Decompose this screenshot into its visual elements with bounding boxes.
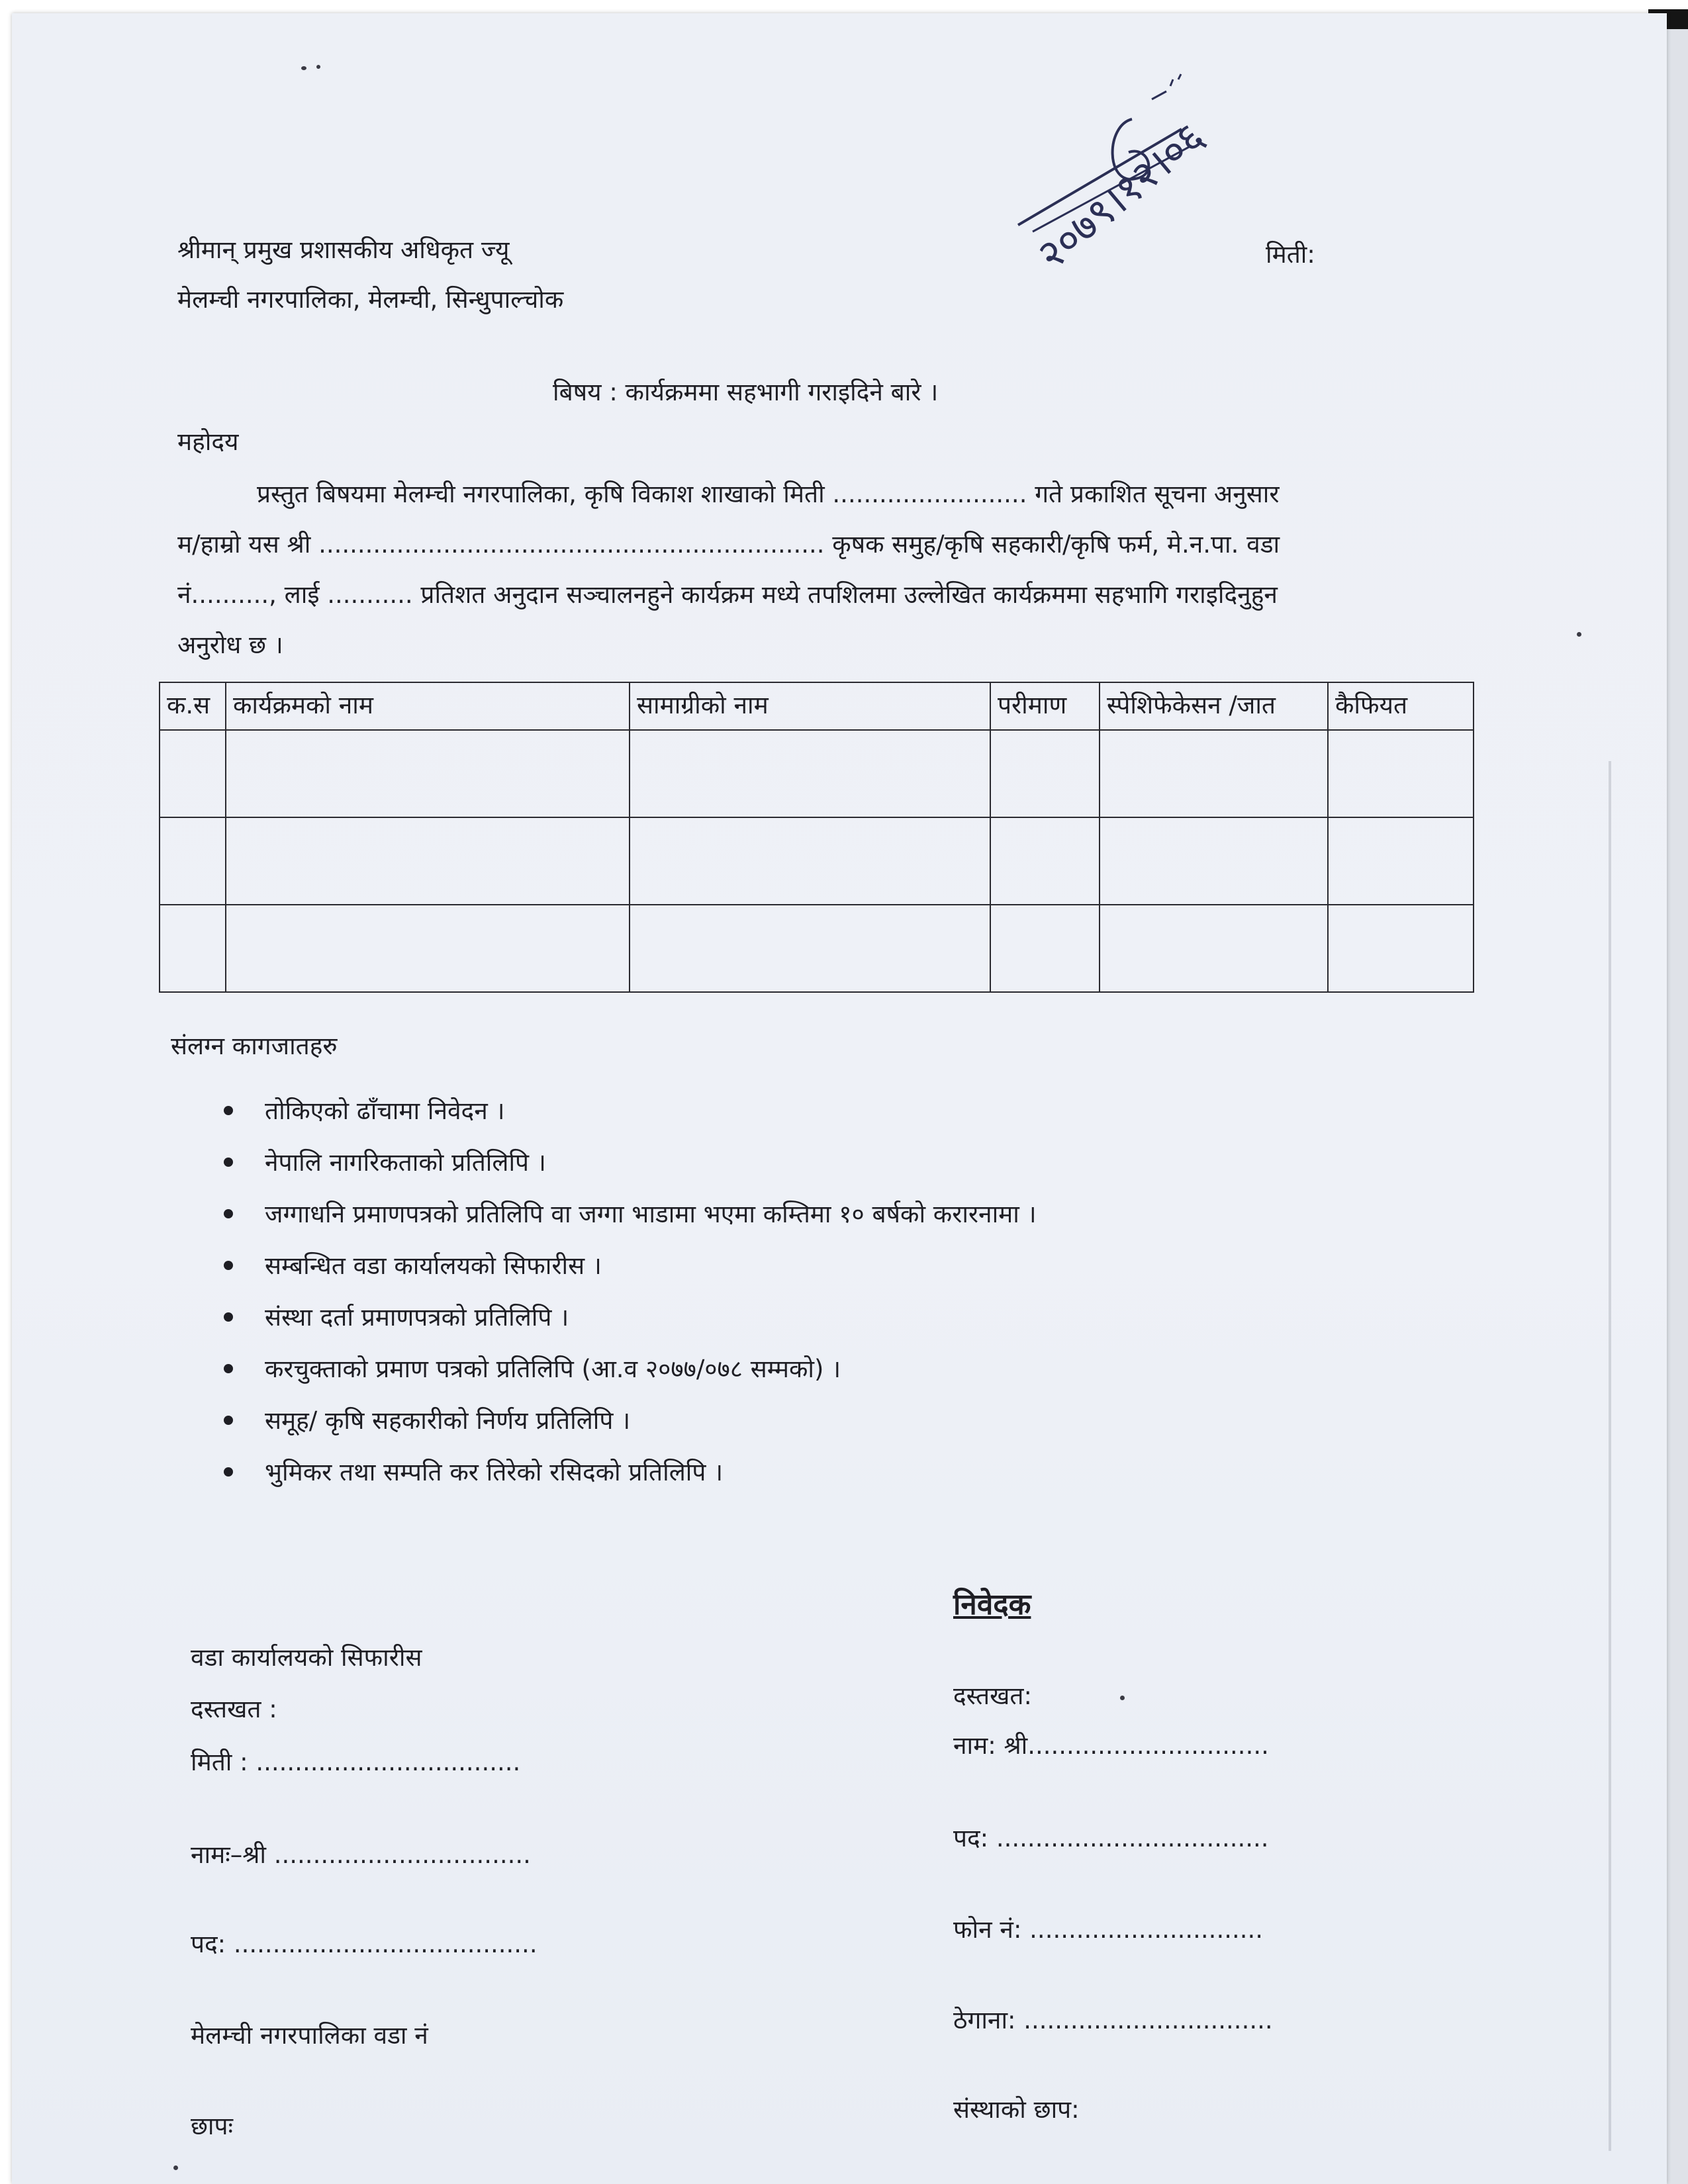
list-item: संस्था दर्ता प्रमाणपत्रको प्रतिलिपि । — [218, 1292, 1037, 1343]
table-cell[interactable] — [1328, 817, 1474, 905]
handwritten-signature-mark — [993, 46, 1297, 298]
addressee-line1: श्रीमान् प्रमुख प्रशासकीय अधिकृत ज्यू — [177, 236, 510, 264]
table-cell[interactable] — [1328, 730, 1474, 817]
scan-speck — [1120, 1696, 1125, 1700]
body-line-4: अनुरोध छ । — [177, 631, 283, 659]
scan-speck — [1577, 632, 1581, 637]
table-cell[interactable] — [990, 817, 1100, 905]
bullet-icon — [224, 1158, 233, 1167]
table-cell[interactable] — [990, 905, 1100, 992]
table-cell[interactable] — [630, 730, 990, 817]
list-item: भुमिकर तथा सम्पति कर तिरेको रसिदको प्रतिलिपि । — [218, 1447, 1037, 1498]
body-line-1: प्रस्तुत बिषयमा मेलम्ची नगरपालिका, कृषि विकाश शाखाको मिती ......................... गते प्रकाशित सूचना अनुसार — [257, 480, 1280, 508]
ward-stamp-field[interactable]: छापः — [191, 2112, 234, 2140]
bullet-icon — [224, 1467, 233, 1477]
table-row — [160, 817, 1474, 905]
table-row — [160, 730, 1474, 817]
col-remarks: कैफियत — [1328, 682, 1474, 730]
applicant-signature-field[interactable]: दस्तखत: — [953, 1682, 1032, 1710]
list-item: जग्गाधनि प्रमाणपत्रको प्रतिलिपि वा जग्गा भाडामा भएमा कम्तिमा १० बर्षको करारनामा । — [218, 1189, 1037, 1240]
table-cell[interactable] — [226, 730, 630, 817]
col-specification: स्पेशिफेकेसन /जात — [1100, 682, 1328, 730]
col-material-name: सामाग्रीको नाम — [630, 682, 990, 730]
bullet-icon — [224, 1209, 233, 1218]
table-cell[interactable] — [1100, 905, 1328, 992]
applicant-phone-field[interactable]: फोन नं: .............................. — [953, 1915, 1264, 1944]
scan-speck — [316, 65, 320, 69]
applicant-name-field[interactable]: नाम: श्री............................... — [953, 1731, 1269, 1760]
table-cell[interactable] — [160, 817, 226, 905]
ward-recommendation-title: वडा कार्यालयको सिफारीस — [191, 1643, 422, 1672]
bullet-icon — [224, 1312, 233, 1322]
table-cell[interactable] — [160, 730, 226, 817]
list-item: नेपालि नागरिकताको प्रतिलिपि । — [218, 1137, 1037, 1189]
table-cell[interactable] — [226, 817, 630, 905]
bullet-icon — [224, 1364, 233, 1373]
col-quantity: परीमाण — [990, 682, 1100, 730]
addressee-line2: मेलम्ची नगरपालिका, मेलम्ची, सिन्धुपाल्चोक — [177, 285, 564, 314]
applicant-post-field[interactable]: पद: ................................... — [953, 1824, 1269, 1852]
table-cell[interactable] — [1100, 817, 1328, 905]
col-programme-name: कार्यक्रमको नाम — [226, 682, 630, 730]
table-cell[interactable] — [990, 730, 1100, 817]
ward-signature-field[interactable]: दस्तखत : — [191, 1695, 277, 1723]
table-cell[interactable] — [630, 817, 990, 905]
programme-table — [159, 682, 1474, 993]
scan-speck — [301, 66, 306, 70]
attachments-title: संलग्न कागजातहरु — [171, 1032, 338, 1060]
col-serial: क.स — [160, 682, 226, 730]
bullet-icon — [224, 1106, 233, 1115]
table-cell[interactable] — [1100, 730, 1328, 817]
ward-post-field[interactable]: पद: ....................................... — [191, 1930, 538, 1958]
bullet-icon — [224, 1416, 233, 1425]
scan-speck — [173, 2165, 178, 2170]
table-cell[interactable] — [630, 905, 990, 992]
table-header-row — [160, 682, 1474, 730]
bullet-icon — [224, 1261, 233, 1270]
table-cell[interactable] — [226, 905, 630, 992]
ward-date-field[interactable]: मिती : .................................. — [191, 1748, 521, 1776]
table-cell[interactable] — [1328, 905, 1474, 992]
applicant-title: निवेदक — [953, 1588, 1031, 1621]
list-item: समूह/ कृषि सहकारीको निर्णय प्रतिलिपि । — [218, 1395, 1037, 1447]
subject-line: बिषय : कार्यक्रममा सहभागी गराइदिने बारे । — [553, 378, 939, 406]
list-item: तोकिएको ढाँचामा निवेदन । — [218, 1085, 1037, 1137]
list-item: सम्बन्धित वडा कार्यालयको सिफारीस । — [218, 1240, 1037, 1292]
ward-number-field[interactable]: मेलम्ची नगरपालिका वडा नं — [191, 2021, 428, 2050]
handwritten-date: २०७९।१२।०६ — [1027, 112, 1214, 279]
salutation: महोदय — [177, 428, 239, 456]
table-row — [160, 905, 1474, 992]
applicant-stamp-field[interactable]: संस्थाको छाप: — [953, 2095, 1080, 2124]
date-label: मिती: — [1266, 240, 1315, 269]
body-line-2: म/हाम्रो यस श्री ................................................................. कृषक समुह/कृषि सहकारी/कृषि फर्म, मे.न.पा. वडा — [177, 530, 1280, 559]
body-line-3: नं.........., लाई ........... प्रतिशत अनुदान सञ्चालनहुने कार्यक्रम मध्ये तपशिलमा उल्लेखित कार्यक्रममा सहभागि गराइदिनुहुन — [177, 580, 1278, 609]
page-fold-shadow — [1609, 761, 1611, 2151]
attachments-list — [218, 1085, 1037, 1498]
table-cell[interactable] — [160, 905, 226, 992]
list-item: करचुक्ताको प्रमाण पत्रको प्रतिलिपि (आ.व २०७७/०७८ सम्मको) । — [218, 1343, 1037, 1395]
applicant-address-field[interactable]: ठेगाना: ................................ — [953, 2006, 1273, 2034]
ward-name-field[interactable]: नामः–श्री ................................. — [191, 1841, 531, 1869]
scanner-edge — [1667, 13, 1688, 2184]
